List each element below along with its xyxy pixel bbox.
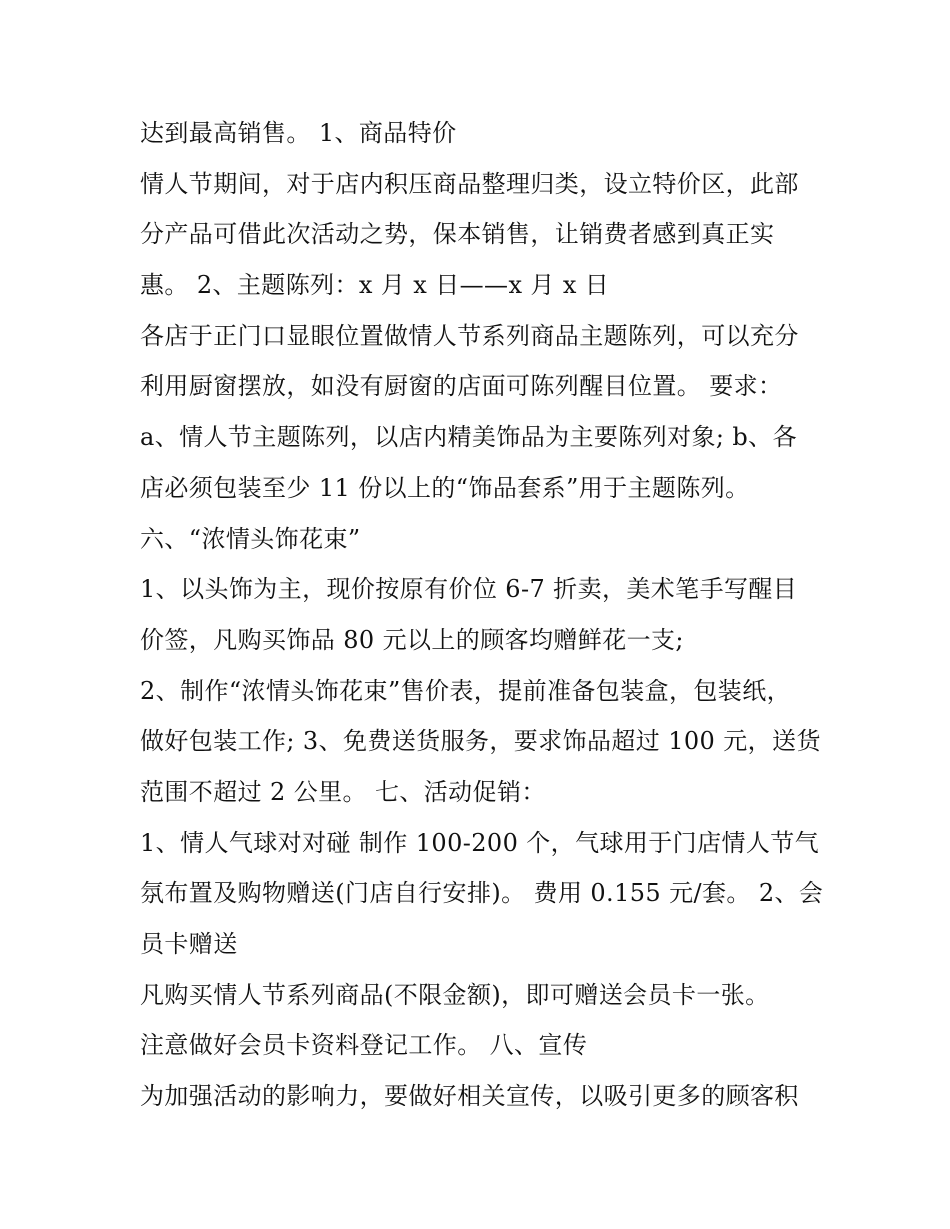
section-heading-6: 六、“浓情头饰花束” — [140, 524, 361, 553]
text-line: 凡购买情人节系列商品(不限金额)，即可赠送会员卡一张。 — [140, 980, 770, 1009]
text-line: 注意做好会员卡资料登记工作。 八、宣传 — [140, 1031, 588, 1060]
text-line: 员卡赠送 — [140, 930, 238, 958]
text-line: 做好包装工作; 3、免费送货服务，要求饰品超过 100 元，送货 — [140, 727, 821, 756]
text-line: 价签，凡购买饰品 80 元以上的顾客均赠鲜花一支; — [140, 625, 684, 654]
text-line: 分产品可借此次活动之势，保本销售，让销费者感到真正实 — [140, 220, 775, 249]
text-line: 为加强活动的影响力，要做好相关宣传，以吸引更多的顾客积 — [140, 1082, 799, 1111]
text-line: 情人节期间，对于店内积压商品整理归类，设立特价区，此部 — [140, 169, 799, 198]
text-line: 店必须包装至少 11 份以上的“饰品套系”用于主题陈列。 — [140, 473, 750, 502]
text-line: a、情人节主题陈列，以店内精美饰品为主要陈列对象; b、各 — [140, 423, 797, 452]
text-line: 氛布置及购物赠送(门店自行安排)。 费用 0.155 元/套。 2、会 — [140, 879, 824, 908]
text-line: 范围不超过 2 公里。 七、活动促销： — [140, 777, 546, 806]
text-line: 利用厨窗摆放，如没有厨窗的店面可陈列醒目位置。 要求： — [140, 372, 783, 401]
text-line: 达到最高销售。 1、商品特价 — [140, 119, 457, 147]
text-line: 2、制作“浓情头饰花束”售价表，提前准备包装盒，包装纸， — [140, 676, 792, 705]
text-line: 1、情人气球对对碰 制作 100-200 个，气球用于门店情人节气 — [140, 828, 820, 857]
text-line: 1、以头饰为主，现价按原有价位 6-7 折卖，美术笔手写醒目 — [140, 575, 798, 604]
text-line: 各店于正门口显眼位置做情人节系列商品主题陈列，可以充分 — [140, 321, 799, 350]
text-line: 惠。 2、主题陈列：x 月 x 日——x 月 x 日 — [140, 271, 610, 300]
document-body — [140, 108, 824, 1122]
